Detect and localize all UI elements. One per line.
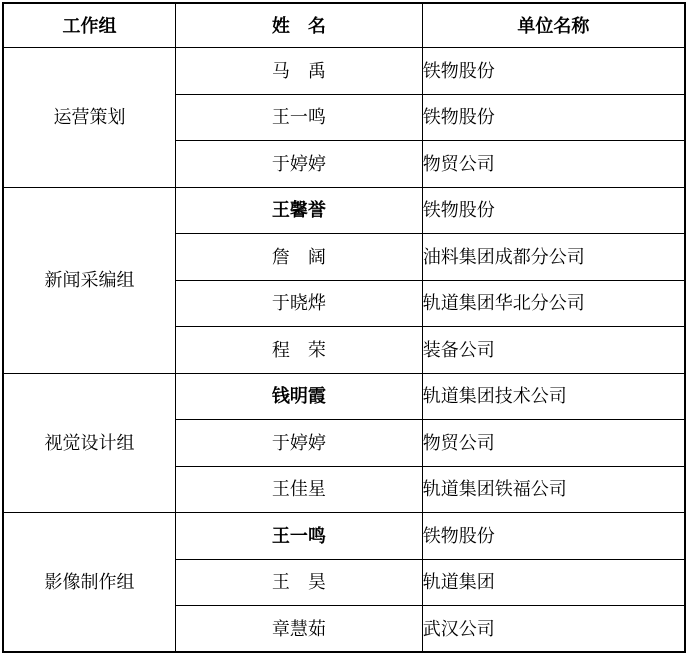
- name-cell: 王一鸣: [176, 513, 423, 560]
- group-cell: 运营策划: [3, 48, 176, 188]
- unit-cell: 轨道集团华北分公司: [422, 280, 685, 327]
- table-body: [3, 48, 685, 653]
- table-row: [3, 48, 685, 95]
- unit-cell: 轨道集团技术公司: [422, 373, 685, 420]
- unit-cell: 物贸公司: [422, 141, 685, 188]
- name-cell: 钱明霞: [176, 373, 423, 420]
- group-cell: 影像制作组: [3, 513, 176, 653]
- name-cell: 王馨誉: [176, 187, 423, 234]
- work-group-assignment-table: [2, 2, 686, 653]
- table-row: [3, 513, 685, 560]
- group-cell: 新闻采编组: [3, 187, 176, 373]
- unit-cell: 物贸公司: [422, 420, 685, 467]
- unit-cell: 铁物股份: [422, 187, 685, 234]
- name-cell: 詹 阔: [176, 234, 423, 281]
- table-row: [3, 187, 685, 234]
- header-name: 姓 名: [176, 3, 423, 48]
- unit-cell: 油料集团成都分公司: [422, 234, 685, 281]
- unit-cell: 装备公司: [422, 327, 685, 374]
- name-cell: 王佳星: [176, 466, 423, 513]
- unit-cell: 轨道集团: [422, 559, 685, 606]
- table-row: [3, 373, 685, 420]
- unit-cell: 武汉公司: [422, 606, 685, 653]
- name-cell: 章慧茹: [176, 606, 423, 653]
- name-cell: 于婷婷: [176, 141, 423, 188]
- unit-cell: 轨道集团铁福公司: [422, 466, 685, 513]
- unit-cell: 铁物股份: [422, 48, 685, 95]
- header-work-group: 工作组: [3, 3, 176, 48]
- name-cell: 马 禹: [176, 48, 423, 95]
- group-cell: 视觉设计组: [3, 373, 176, 513]
- name-cell: 王 昊: [176, 559, 423, 606]
- name-cell: 于婷婷: [176, 420, 423, 467]
- name-cell: 于晓烨: [176, 280, 423, 327]
- name-cell: 王一鸣: [176, 94, 423, 141]
- unit-cell: 铁物股份: [422, 513, 685, 560]
- unit-cell: 铁物股份: [422, 94, 685, 141]
- table-header-row: [3, 3, 685, 48]
- header-unit-name: 单位名称: [422, 3, 685, 48]
- name-cell: 程 荣: [176, 327, 423, 374]
